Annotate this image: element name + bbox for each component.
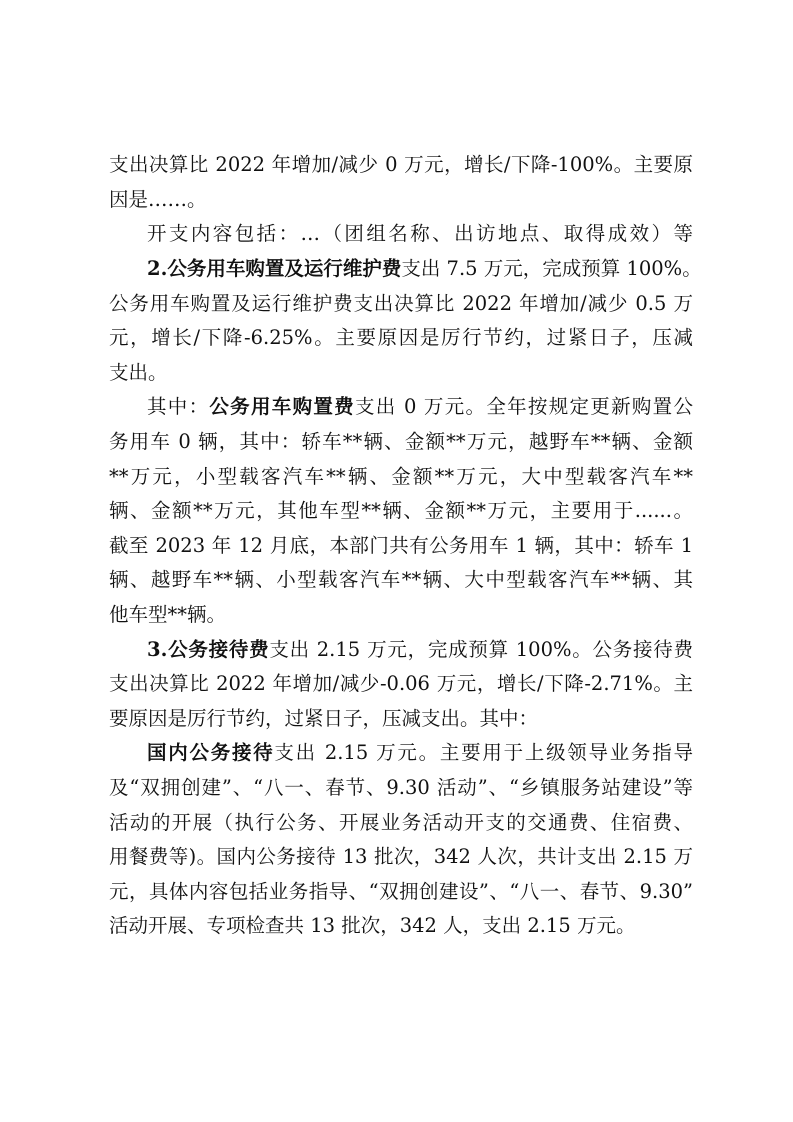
text-line: 用餐费等)。国内公务接待 13 批次，342 人次，共计支出 2.15 万 bbox=[109, 845, 693, 868]
text-line: 辆、金额**万元，其他车型**辆、金额**万元，主要用于......。 bbox=[109, 499, 693, 522]
text-line: **万元，小型载客汽车**辆、金额**万元，大中型载客汽车** bbox=[109, 465, 693, 488]
text-line: 他车型**辆。 bbox=[109, 603, 227, 626]
text-line: 及“双拥创建”、“八一、春节、9.30 活动”、“乡镇服务站建设”等 bbox=[109, 776, 693, 799]
text-line: 截至 2023 年 12 月底，本部门共有公务用车 1 辆，其中：轿车 1 bbox=[109, 534, 693, 557]
bold-term: 国内公务接待 bbox=[147, 741, 275, 764]
text-line: 公务用车购置及运行维护费支出决算比 2022 年增加/减少 0.5 万 bbox=[109, 292, 693, 315]
text-line: 国内公务接待支出 2.15 万元。主要用于上级领导业务指导 bbox=[147, 741, 693, 764]
section-heading: 3.公务接待费 bbox=[147, 638, 270, 661]
text-line: 辆、越野车**辆、小型载客汽车**辆、大中型载客汽车**辆、其 bbox=[109, 568, 693, 591]
text-line: 务用车 0 辆，其中：轿车**辆、金额**万元，越野车**辆、金额 bbox=[109, 430, 693, 453]
text-line: 其中：公务用车购置费支出 0 万元。全年按规定更新购置公 bbox=[147, 395, 693, 418]
text-line: 因是……。 bbox=[109, 188, 207, 211]
text-line: 3.公务接待费支出 2.15 万元，完成预算 100%。公务接待费 bbox=[147, 638, 693, 661]
bold-term: 公务用车购置费 bbox=[209, 395, 355, 418]
text-line: 2.公务用车购置及运行维护费支出 7.5 万元，完成预算 100%。 bbox=[147, 257, 702, 280]
text-line: 活动开展、专项检查共 13 批次，342 人，支出 2.15 万元。 bbox=[109, 914, 636, 937]
text-line: 支出。 bbox=[109, 361, 168, 384]
text-line: 支出决算比 2022 年增加/减少-0.06 万元，增长/下降-2.71%。主 bbox=[109, 672, 693, 695]
text-line: 元，具体内容包括业务指导、“双拥创建设”、“八一、春节、9.30” bbox=[109, 880, 693, 903]
text-line: 活动的开展（执行公务、开展业务活动开支的交通费、住宿费、 bbox=[109, 811, 693, 834]
text-line: 元，增长/下降-6.25%。主要原因是厉行节约，过紧日子，压减 bbox=[109, 326, 693, 349]
section-heading: 2.公务用车购置及运行维护费 bbox=[147, 257, 402, 280]
text-line: 要原因是厉行节约，过紧日子，压减支出。其中： bbox=[109, 707, 539, 730]
text-line: 开支内容包括：…（团组名称、出访地点、取得成效）等 bbox=[147, 222, 693, 245]
text-line: 支出决算比 2022 年增加/减少 0 万元，增长/下降-100%。主要原 bbox=[109, 153, 693, 176]
